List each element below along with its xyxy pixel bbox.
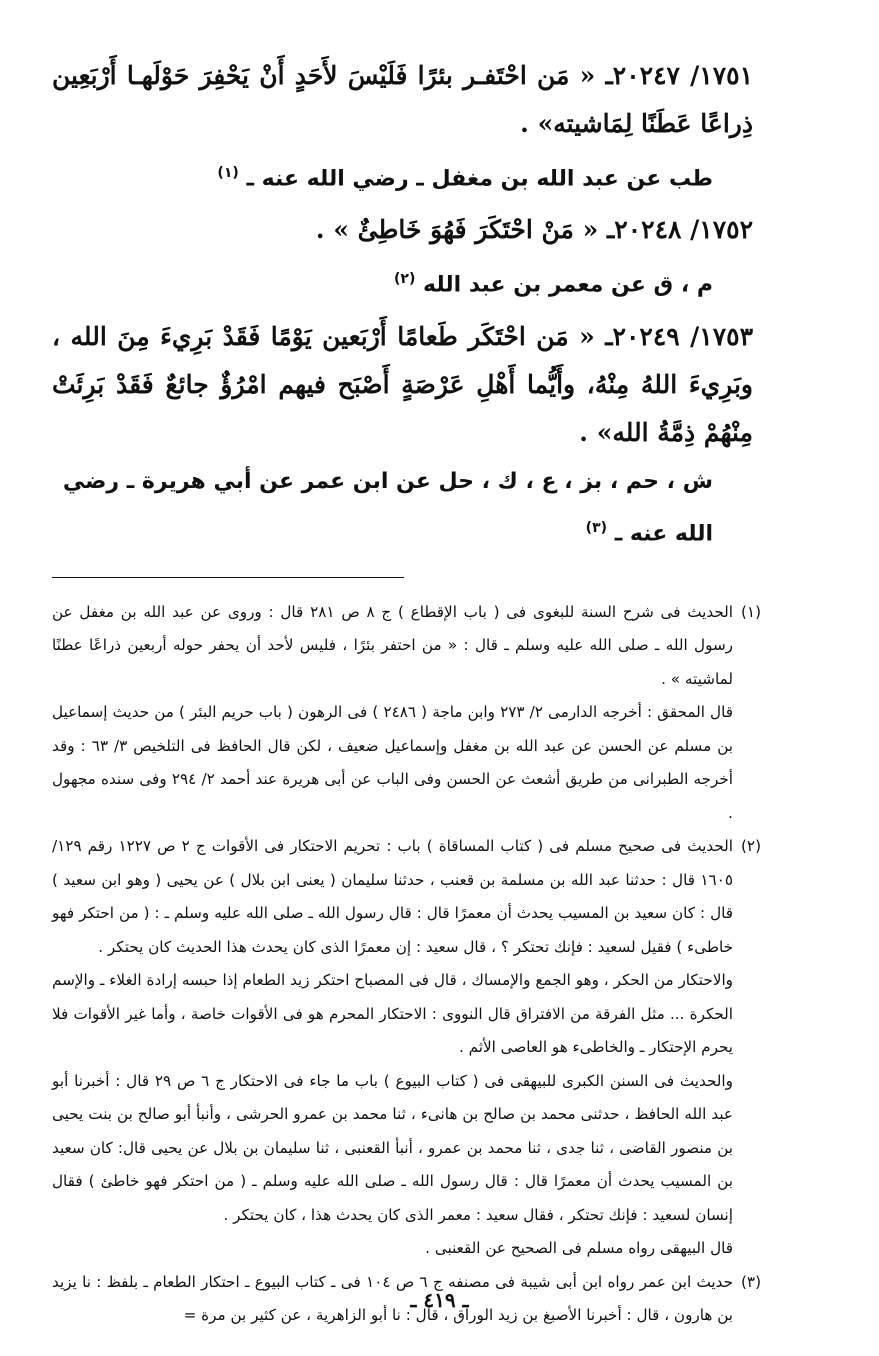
footnote-mark: (٢) [740, 837, 761, 856]
footnote-body [52, 830, 733, 1266]
footnote [52, 596, 761, 831]
footnote-body [52, 596, 733, 831]
hadith-text: « مَنْ احْتَكَرَ فَهُوَ خَاطِئٌ » . [315, 215, 599, 245]
hadith-entry [52, 52, 761, 148]
hadith-text: « مَن احْتَكَر طَعامًا أَرْبَعين يَوْمًا فَقَدْ بَرِيءَ مِنَ الله ، وبَرِيءَ اللهُ مِنْهُ، وأَيُّما أَهْلِ عَرْصَةٍ أَصْبَح فيهم امْرُؤٌ جائعٌ فَقَدْ بَرِئَتْ مِنْهُمْ ذِمَّةُ الله» . [52, 321, 753, 447]
hadith-entry [52, 206, 761, 254]
footnote-paragraph: قال المحقق : أخرجه الدارمى ٢/ ٢٧٣ وابن ماجة ( ٢٤٨٦ ) فى الرهون ( باب حريم البئر ) من حديث إسماعيل بن مسلم عن الحسن عن عبد الله بن مغفل وإسماعيل ضعيف ، لكن قال الحافظ فى التلخيص ٣/ ٦٣ : وقد أخرجه الطبرانى من طريق أشعث عن الحسن وفى الباب عن أبى هريرة عند أحمد ٢/ ٢٩٤ وفى سنده مجهول . [52, 703, 734, 822]
hadith-source [52, 459, 713, 557]
footnote-paragraph: قال البيهقى رواه مسلم فى الصحيح عن القعنبى . [425, 1239, 733, 1258]
footnote-paragraph: الحديث فى صحيح مسلم فى ( كتاب المساقاة ) باب : تحريم الاحتكار فى الأقوات ج ٢ ص ١٢٢٧ رقم ١٢٩/ ١٦٠٥ قال : حدثنا عبد الله بن مسلمة بن قعنب ، حدثنا سليمان ( يعنى ابن بلال ) عن يحيى ( وهو ابن سعيد ) قال : كان سعيد بن المسيب يحدث أن معمرًا قال : قال رسول الله ـ صلى الله عليه وسلم ـ : ( من احتكر فهو خاطىء ) فقيل لسعيد : فإنك تحتكر ؟ ، قال سعيد : إن معمرًا الذى كان يحدث هذا الحديث كان يحتكر . [52, 837, 733, 956]
hadith-number: ١٧٥٣/ ٢٠٢٤٩ـ [605, 321, 753, 351]
footnote-paragraph: والحديث فى السنن الكبرى للبيهقى فى ( كتاب البيوع ) باب ما جاء فى الاحتكار ج ٦ ص ٢٩ قال : أخبرنا أبو عبد الله الحافظ ، حدثنى محمد بن صالح بن هانىء ، ثنا محمد بن عمرو الحرشى ، وأنبأ أبو صالح بن بنت يحيى بن منصور القاضى ، ثنا جدى ، ثنا محمد بن عمرو ، أنبأ القعنبى ، ثنا سليمان بن بلال عن يحيى قال: كان سعيد بن المسيب يحدث أن معمرًا قال : قال رسول الله ـ صلى الله عليه وسلم ـ ( من احتكر فهو خاطئ ) فقال إنسان لسعيد : فإنك تحتكر ، فقال سعيد : معمر الذى كان يحدث هذا ، كان يحتكر . [52, 1071, 733, 1224]
page-number: ـ ٤١٩ ـ [410, 1288, 469, 1312]
footnote-mark: (٣) [740, 1272, 761, 1291]
hadith-number: ١٧٥١/ ٢٠٢٤٧ـ [605, 61, 753, 90]
hadith-source-text: م ، ق عن معمر بن عبد الله [423, 272, 713, 298]
footnote-paragraph: حديث ابن عمر رواه ابن أبى شيبة فى مصنفه ج ٦ ص ١٠٤ فى ـ كتاب البيوع ـ احتكار الطعام ـ بلفظ : نا يزيد بن هارون ، قال : أخبرنا الأصبغ بن زيد الوراق ، قال : نا أبو الزاهرية ، عن كثير بن مرة = [52, 1272, 733, 1325]
footnote-ref: (٣) [585, 519, 608, 536]
footnote-paragraph: والاحتكار من الحكر ، وهو الجمع والإمساك ، قال فى المصباح احتكر زيد الطعام إذا حبسه إرادة الغلاء ـ والإسم الحكرة ... مثل الفرقة من الافتراق قال النووى : الاحتكار المحرم هو فى الأقوات خاصة ، وأما غير الأقوات فلا يحرم الإحتكار ـ والخاطىء هو العاصى الأثم . [52, 971, 733, 1057]
footnote-ref: (١) [217, 165, 239, 181]
footnote-mark: (١) [740, 602, 761, 621]
footnote-paragraph: الحديث فى شرح السنة للبغوى فى ( باب الإقطاع ) ج ٨ ص ٢٨١ قال : وروى عن عبد الله بن مغفل عن رسول الله ـ صلى الله عليه وسلم ـ قال : « من احتفر بئرًا ، فليس لأحد أن يحفر حوله أربعين ذراعًا عطنًا لماشيته » . [52, 602, 733, 688]
hadith-entry [52, 313, 761, 457]
hadith-number: ١٧٥٢/ ٢٠٢٤٨ـ [606, 215, 753, 245]
footnote [52, 830, 761, 1266]
hadith-text: « مَن احْتَفـر بئرًا فَلَيْسَ لأَحَدٍ أَنْ يَحْفِرَ حَوْلَهـا أَرْبَعِين ذِراعًا عَطَنًا لِمَاشيته» . [52, 61, 753, 138]
hadith-source [52, 150, 713, 202]
hadith-source [52, 256, 713, 308]
hadith-source-text: ش ، حم ، بز ، ع ، ك ، حل عن ابن عمر عن أبي هريرة ـ رضي الله عنه ـ [62, 468, 713, 546]
footnotes-section [52, 596, 761, 1333]
hadith-source-text: طب عن عبد الله بن مغفل ـ رضي الله عنه ـ [246, 166, 713, 192]
footnote-ref: (٢) [394, 271, 416, 288]
footnote-divider [52, 577, 404, 578]
